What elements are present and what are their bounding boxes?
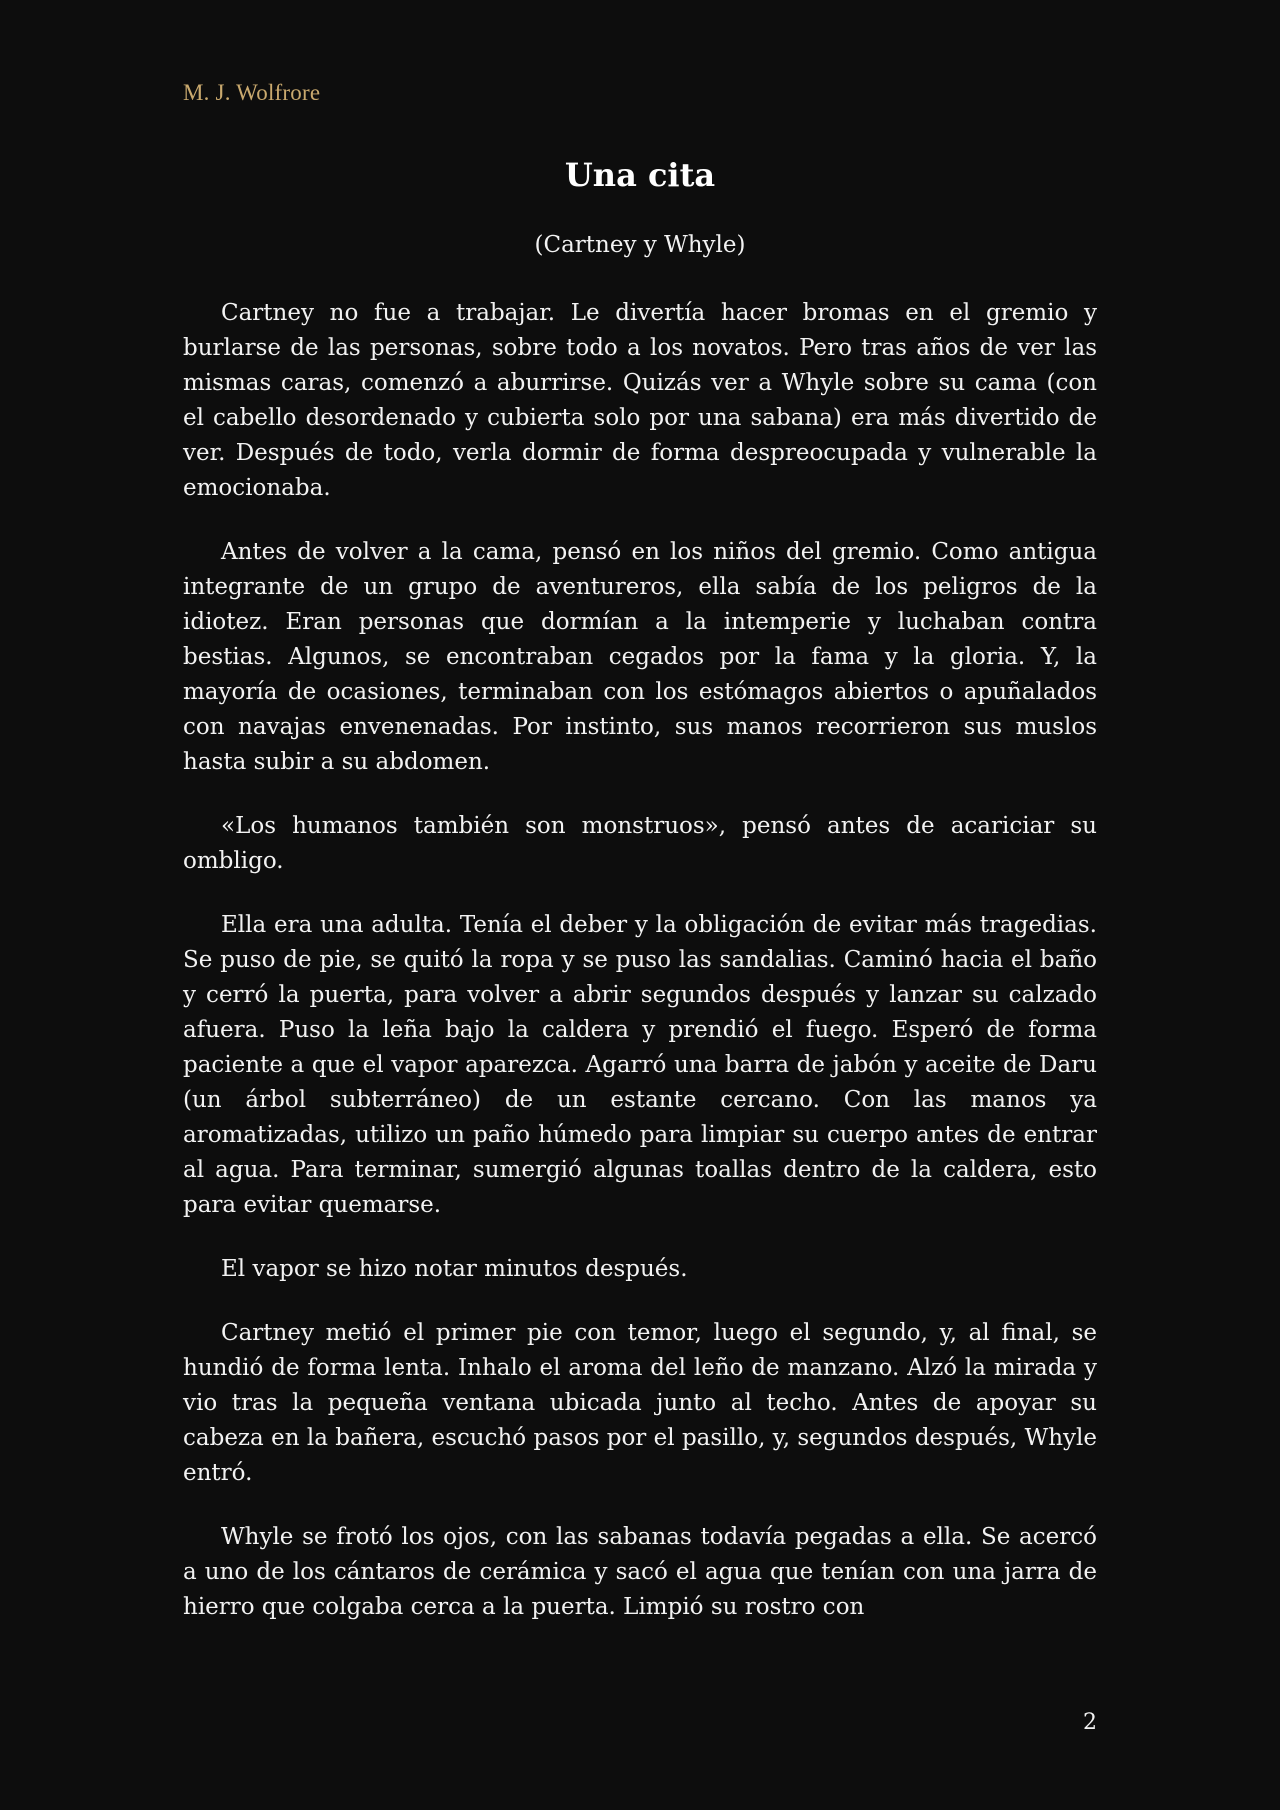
running-header-author: M. J. Wolfrore	[183, 80, 321, 105]
chapter-body	[183, 296, 1097, 1654]
paragraph: Ella era una adulta. Tenía el deber y la obligación de evitar más tragedias. Se puso de pie, se quitó la ropa y se puso las sandalias. Caminó hacia el baño y cerró la puerta, para volver a abrir segundos después y lanzar su calzado afuera. Puso la leña bajo la caldera y prendió el fuego. Esperó de forma paciente a que el vapor aparezca. Agarró una barra de jabón y aceite de Daru (un árbol subterráneo) de un estante cercano. Con las manos ya aromatizadas, utilizo un paño húmedo para limpiar su cuerpo antes de entrar al agua. Para terminar, sumergió algunas toallas dentro de la caldera, esto para evitar quemarse.	[183, 912, 1097, 1218]
page-number: 2	[1083, 1710, 1097, 1735]
paragraph: Antes de volver a la cama, pensó en los niños del gremio. Como antigua integrante de un grupo de aventureros, ella sabía de los peligros de la idiotez. Eran personas que dormían a la intemperie y luchaban contra bestias. Algunos, se encontraban cegados por la fama y la gloria. Y, la mayoría de ocasiones, terminaban con los estómagos abiertos o apuñalados con navajas envenenadas. Por instinto, sus manos recorrieron sus muslos hasta subir a su abdomen.	[183, 539, 1097, 775]
paragraph: «Los humanos también son monstruos», pensó antes de acariciar su ombligo.	[183, 813, 1097, 874]
chapter-subtitle: (Cartney y Whyle)	[534, 232, 746, 258]
paragraph: El vapor se hizo notar minutos después.	[221, 1256, 688, 1282]
paragraph: Cartney no fue a trabajar. Le divertía hacer bromas en el gremio y burlarse de las personas, sobre todo a los novatos. Pero tras años de ver las mismas caras, comenzó a aburrirse. Quizás ver a Whyle sobre su cama (con el cabello desordenado y cubierta solo por una sabana) era más divertido de ver. Después de todo, verla dormir de forma despreocupada y vulnerable la emocionaba.	[183, 300, 1097, 501]
chapter-title: Una cita	[564, 156, 716, 194]
paragraph: Cartney metió el primer pie con temor, luego el segundo, y, al final, se hundió de forma lenta. Inhalo el aroma del leño de manzano. Alzó la mirada y vio tras la pequeña ventana ubicada junto al techo. Antes de apoyar su cabeza en la bañera, escuchó pasos por el pasillo, y, segundos después, Whyle entró.	[183, 1320, 1097, 1486]
paragraph: Whyle se frotó los ojos, con las sabanas todavía pegadas a ella. Se acercó a uno de los cántaros de cerámica y sacó el agua que tenían con una jarra de hierro que colgaba cerca a la puerta. Limpió su rostro con	[183, 1524, 1097, 1620]
